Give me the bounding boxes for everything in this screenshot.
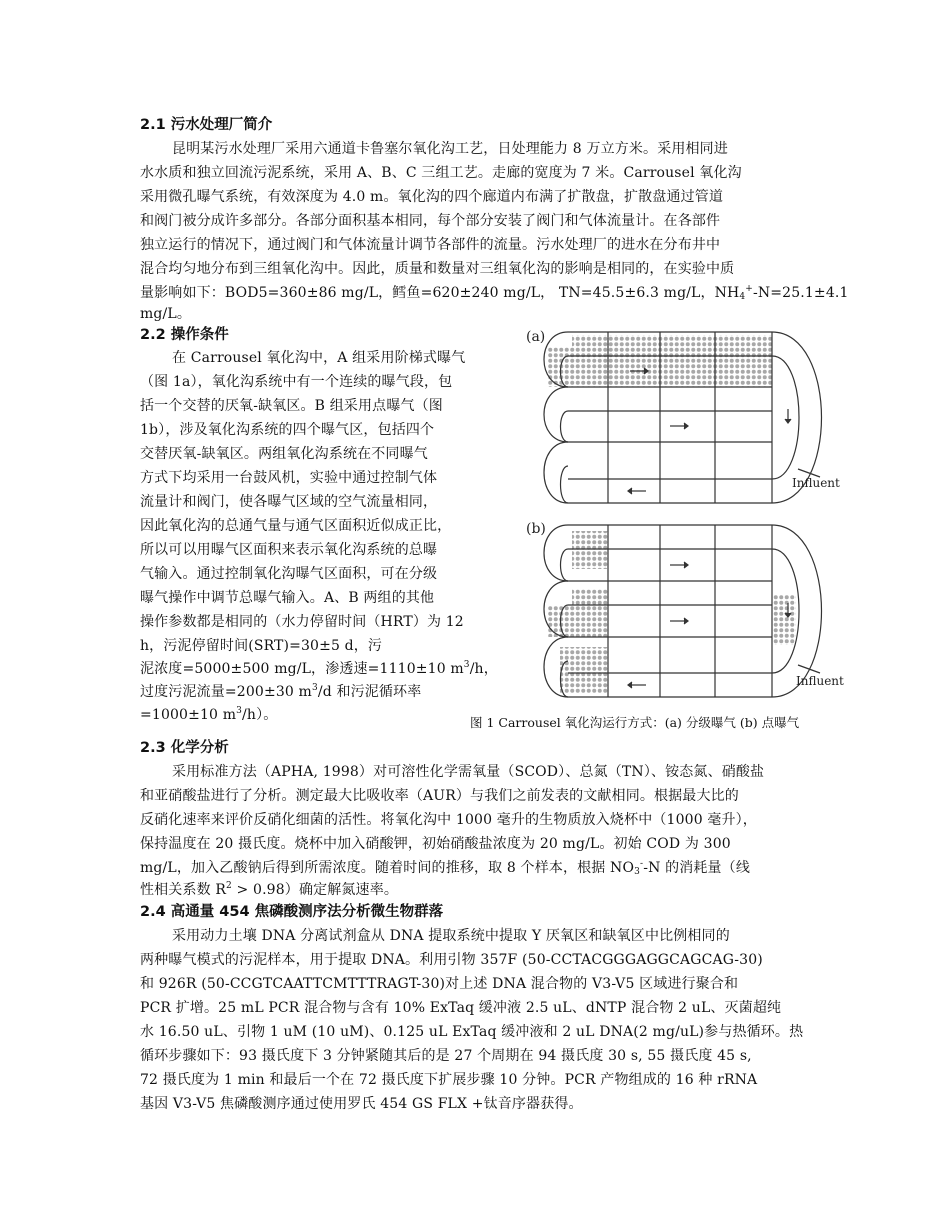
paragraph-line: 和阀门被分成许多部分。各部分面积基本相同，每个部分安装了阀门和气体流量计。在各部件 [140, 213, 721, 229]
paragraph-line: 1b），涉及氧化沟系统的四个曝气区，包括四个 [140, 422, 435, 438]
section-heading-2-4: 2.4 高通量 454 焦磷酸测序法分析微生物群落 [140, 904, 444, 920]
paragraph-line: h，污泥停留时间(SRT)=30±5 d，污 [140, 638, 383, 654]
section-heading-2-3: 2.3 化学分析 [140, 740, 229, 756]
figure-1 [520, 325, 850, 715]
paragraph-line: 采用微孔曝气系统，有效深度为 4.0 m。氧化沟的四个廊道内布满了扩散盘，扩散盘通过管道 [140, 189, 724, 205]
paragraph-line: 气输入。通过控制氧化沟曝气区面积，可在分级 [140, 566, 438, 582]
paragraph-line: 采用动力土壤 DNA 分离试剂盒从 DNA 提取系统中提取 Y 厌氧区和缺氧区中比例相同的 [172, 928, 730, 944]
paragraph-line: 混合均匀地分布到三组氧化沟中。因此，质量和数量对三组氧化沟的影响是相同的，在实验中质 [140, 261, 735, 277]
section-heading-2-2: 2.2 操作条件 [140, 327, 229, 343]
figure-caption: 图 1 Carrousel 氧化沟运行方式：(a) 分级曝气 (b) 点曝气 [470, 715, 800, 730]
oxidation-ditch-diagram-a [544, 332, 822, 503]
paragraph-line: 操作参数都是相同的（水力停留时间（HRT）为 12 [140, 614, 464, 630]
paragraph-line: 括一个交替的厌氧-缺氧区。B 组采用点曝气（图 [140, 398, 443, 414]
paragraph-line: （图 1a），氧化沟系统中有一个连续的曝气段，包 [140, 374, 453, 390]
oxidation-ditch-diagram-b [544, 525, 822, 697]
paragraph-line: 过度污泥流量=200±30 $m^3/d$ 和污泥循环率 [140, 683, 422, 700]
figure-label-b: (b) [526, 521, 546, 537]
paragraph-line: 循环步骤如下：93 摄氏度下 3 分钟紧随其后的是 27 个周期在 94 摄氏度 30 s, 55 摄氏度 45 s, [140, 1048, 752, 1064]
paragraph-line: 在 Carrousel 氧化沟中，A 组采用阶梯式曝气 [172, 350, 466, 366]
paragraph-line: 和亚硝酸盐进行了分析。测定最大比吸收率（AUR）与我们之前发表的文献相同。根据最大比的 [140, 788, 739, 804]
paragraph-line: 昆明某污水处理厂采用六通道卡鲁塞尔氧化沟工艺，日处理能力 8 万立方米。采用相同进 [172, 141, 728, 157]
paragraph-line: 两种曝气模式的污泥样本，用于提取 DNA。利用引物 357F (50-CCTACGGGAGGCAGCAG-30) [140, 952, 763, 968]
paragraph-line: PCR 扩增。25 mL PCR 混合物与含有 10% ExTaq 缓冲液 2.5 uL、dNTP 混合物 2 uL、灭菌超纯 [140, 1000, 782, 1016]
paragraph-line: 交替厌氧-缺氧区。两组氧化沟系统在不同曝气 [140, 446, 428, 462]
paragraph-line: 采用标准方法（APHA, 1998）对可溶性化学需氧量（SCOD）、总氮（TN）、铵态氮、硝酸盐 [172, 764, 765, 780]
figure-label-a: (a) [526, 329, 546, 345]
paragraph-line: 和 926R (50-CCGTCAATTCMTTTRAGT-30)对上述 DNA 混合物的 V3-V5 区域进行聚合和 [140, 976, 739, 992]
paragraph-line: 泥浓度=5000±500 mg/L，渗透速=1110±10 $m^3/h$， [140, 660, 498, 677]
paragraph-line: 曝气操作中调节总曝气输入。A、B 两组的其他 [140, 590, 435, 606]
paragraph-line: =1000±10 $m^3/h$）。 [140, 706, 278, 723]
paragraph-line: 所以可以用曝气区面积来表示氧化沟系统的总曝 [140, 542, 438, 558]
paragraph-line: 保持温度在 20 摄氏度。烧杯中加入硝酸钾，初始硝酸盐浓度为 20 mg/L。初始 COD 为 300 [140, 836, 731, 852]
paragraph-line: 水水质和独立回流污泥系统，采用 A、B、C 三组工艺。走廊的宽度为 7 米。Carrousel 氧化沟 [140, 165, 742, 181]
paragraph-line: 基因 V3-V5 焦磷酸测序通过使用罗氏 454 GS FLX +钛音序器获得。 [140, 1096, 583, 1112]
paragraph-line: mg/L。 [140, 306, 192, 322]
paragraph-line: 反硝化速率来评价反硝化细菌的活性。将氧化沟中 1000 毫升的生物质放入烧杯中（1000 毫升）， [140, 812, 757, 828]
paragraph-line: 性相关系数 $R^2 > 0.98$）确定解氮速率。 [140, 881, 398, 898]
paragraph-line: 独立运行的情况下，通过阀门和气体流量计调节各部件的流量。污水处理厂的进水在分布井中 [140, 237, 721, 253]
section-heading-2-1: 2.1 污水处理厂简介 [140, 117, 273, 133]
paragraph-line: 方式下均采用一台鼓风机，实验中通过控制气体 [140, 470, 438, 486]
paragraph-line: mg/L，加入乙酸钠后得到所需浓度。随着时间的推移，取 8 个样本，根据 $NO_3^--N$ 的消耗量（线 [140, 859, 750, 877]
paragraph-line: 流量计和阀门，使各曝气区域的空气流量相同， [140, 494, 438, 510]
influent-label-b: Influent [796, 674, 844, 688]
paragraph-line: 因此氧化沟的总通气量与通气区面积近似成正比， [140, 518, 452, 534]
paragraph-line: 量影响如下：BOD5=360±86 mg/L，鳕鱼=620±240 mg/L， TN=45.5±6.3 mg/L，$NH_4^+-N=25.1\pm 4.1$ [140, 284, 849, 302]
paragraph-line: 72 摄氏度为 1 min 和最后一个在 72 摄氏度下扩展步骤 10 分钟。PCR 产物组成的 16 种 rRNA [140, 1072, 758, 1088]
influent-label-a: Influent [792, 476, 840, 490]
paragraph-line: 水 16.50 uL、引物 1 uM (10 uM)、0.125 uL ExTaq 缓冲液和 2 uL DNA(2 mg/uL)参与热循环。热 [140, 1024, 804, 1040]
